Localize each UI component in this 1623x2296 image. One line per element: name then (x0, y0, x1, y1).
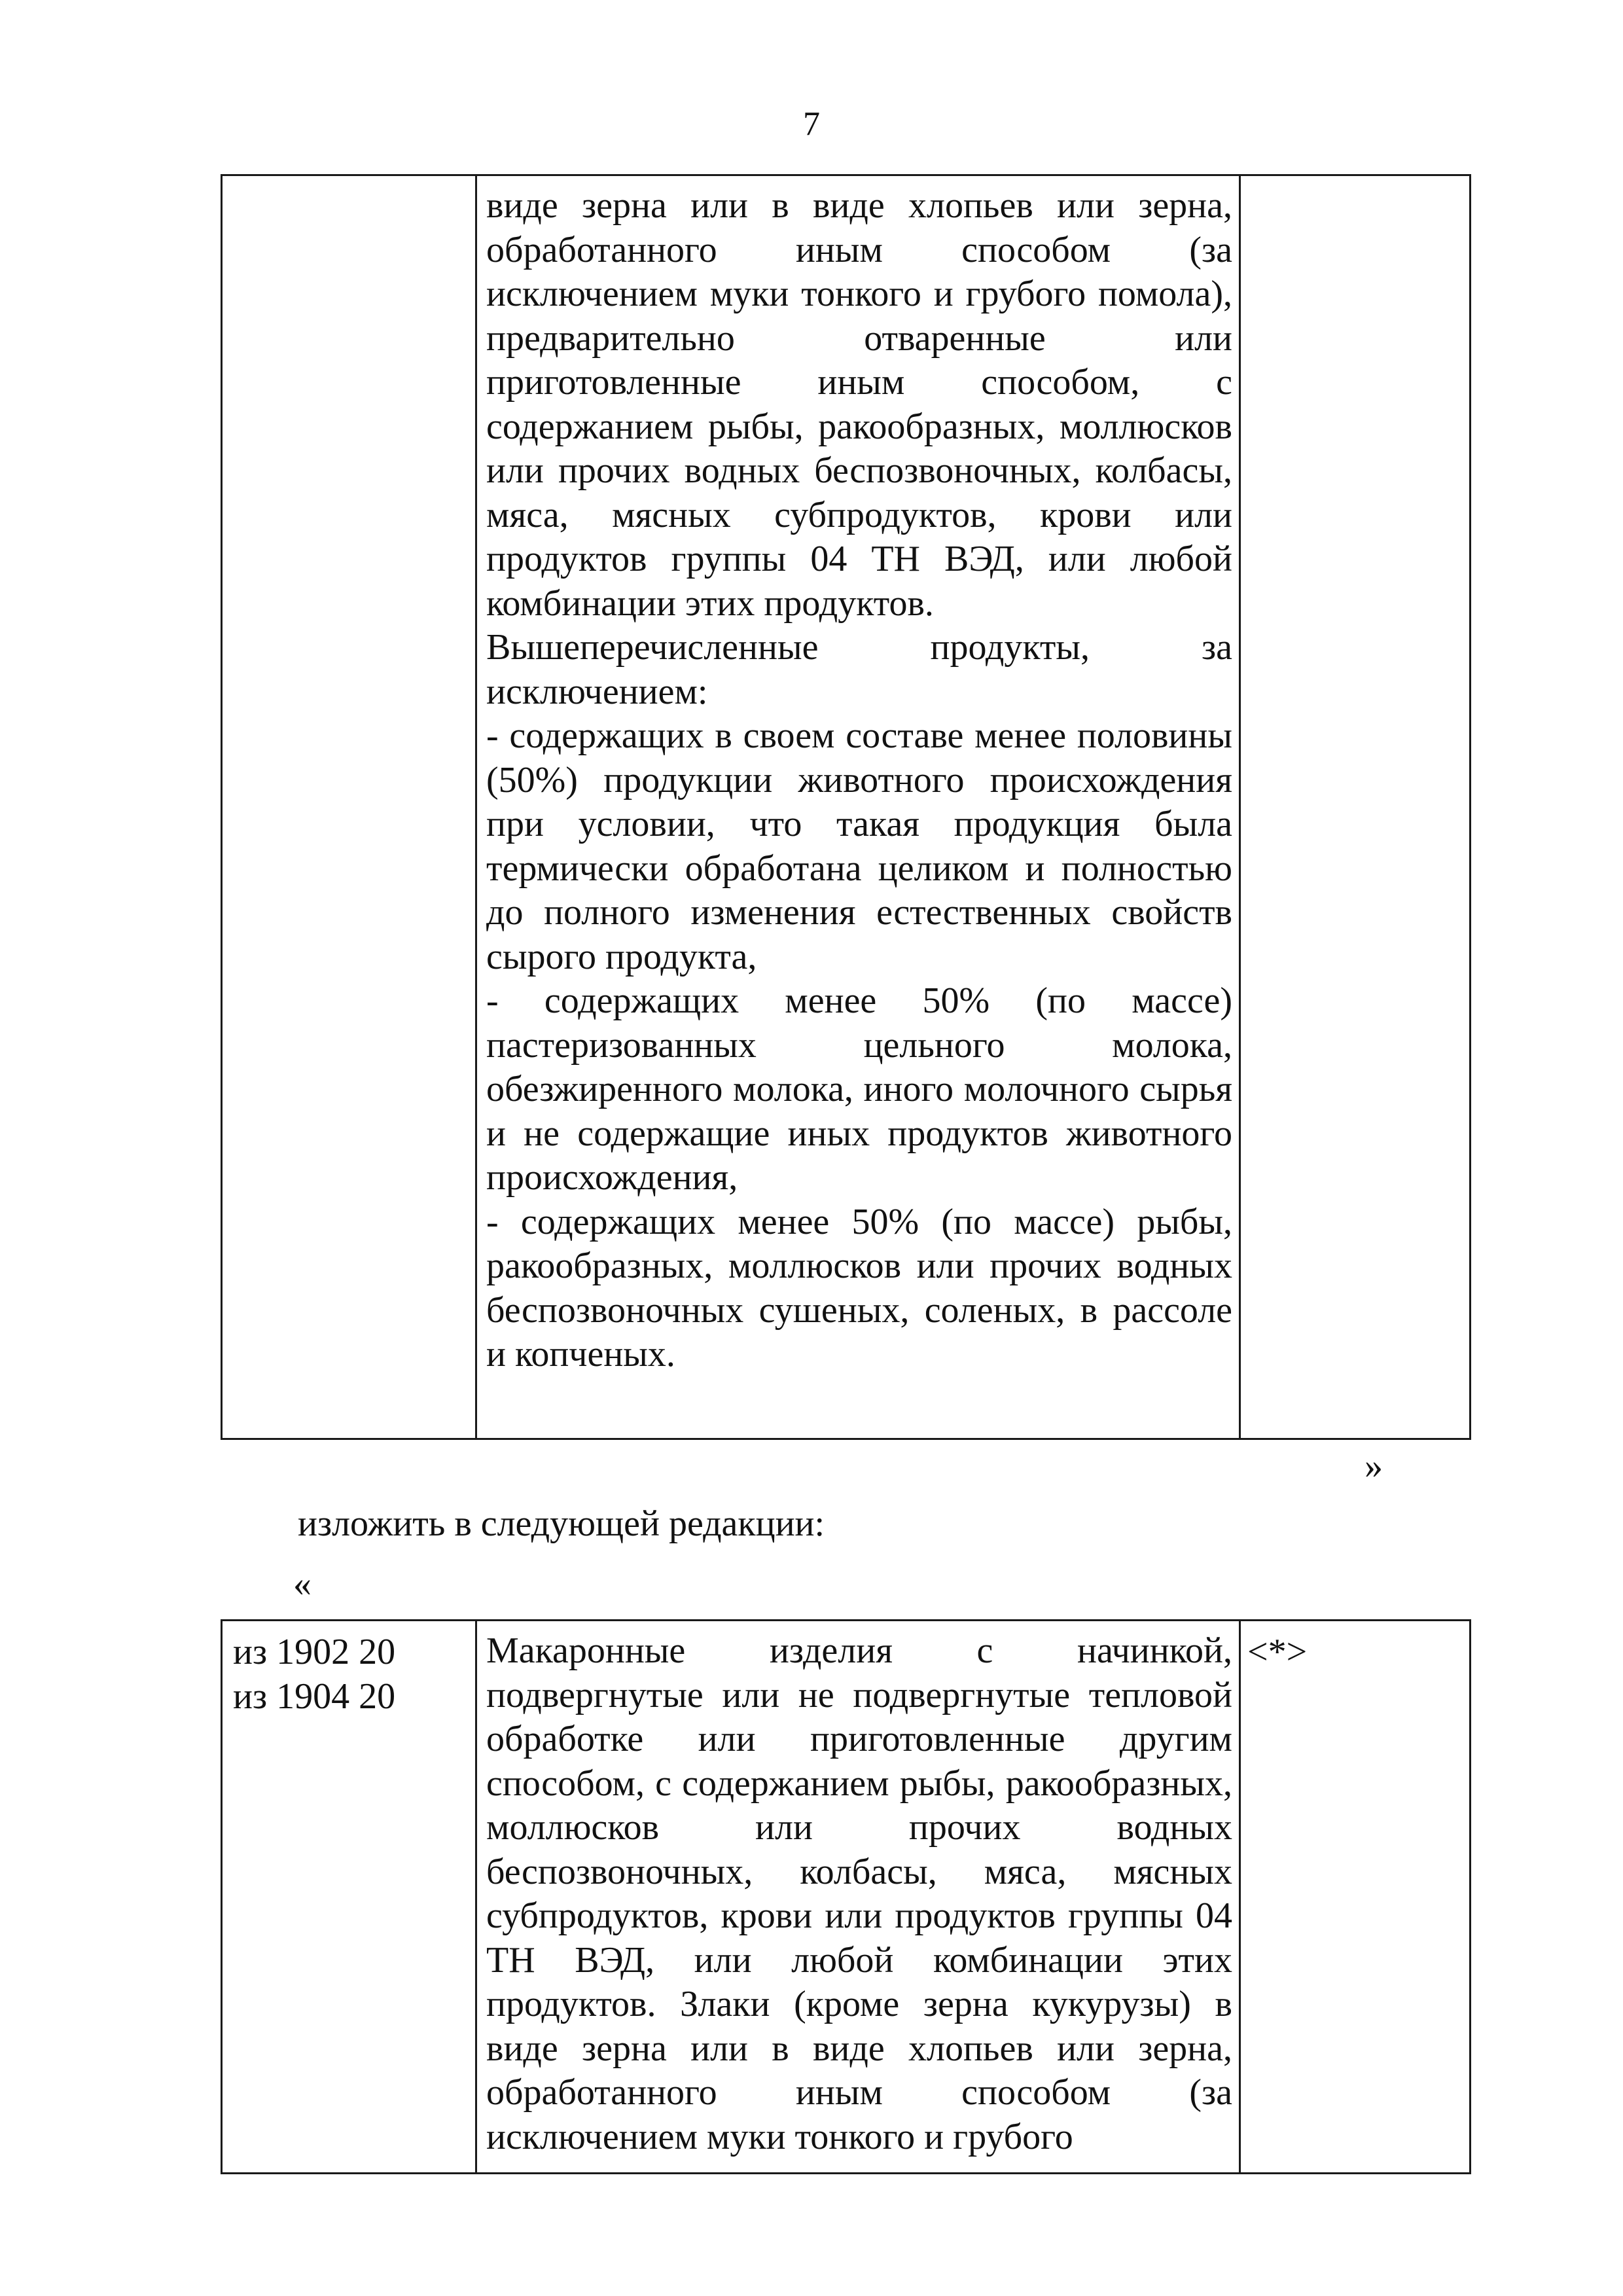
table-row (222, 175, 1471, 1439)
closing-quote: » (1364, 1446, 1383, 1486)
page-number: 7 (803, 105, 820, 143)
old-codes-cell (222, 175, 476, 1439)
old-description-paragraph: - содержащих менее 50% (по массе) пастеризованных цельного молока, обезжиренного молока, иного молочного сырья и не содержащие иных продуктов животного происхождения, (486, 980, 1232, 1198)
old-description-paragraph: виде зерна или в виде хлопьев или зерна, обработанного иным способом (за исключением муки тонкого и грубого помола), предварительно отваренные или приготовленные иным способом, с содержанием рыбы, ракообразных, моллюсков или прочих водных беспозвоночных, колбасы, мяса, мясных субпродуктов, крови или продуктов группы 04 ТН ВЭД, или любой комбинации этих продуктов. (486, 185, 1232, 624)
instruction-text: изложить в следующей редакции: (298, 1503, 825, 1544)
old-description-paragraph: - содержащих в своем составе менее половины (50%) продукции животного происхождения при условии, что такая продукция была термически обработана целиком и полностью до полного изменения естественных свойств сырого продукта, (486, 715, 1232, 977)
new-description-cell (476, 1621, 1240, 2174)
old-description-paragraph: - содержащих менее 50% (по массе) рыбы, ракообразных, моллюсков или прочих водных беспозвоночных сушеных, соленых, в рассоле и копченых. (486, 1201, 1232, 1374)
old-note-cell (1240, 175, 1471, 1439)
opening-quote: « (293, 1564, 312, 1604)
new-text-table (221, 1619, 1471, 2174)
new-note-cell: <*> (1240, 1621, 1471, 2174)
new-codes-cell: из 1902 20 из 1904 20 (222, 1621, 476, 2174)
old-text-table (221, 174, 1471, 1440)
old-description-paragraph: Вышеперечисленные продукты, за исключением: (486, 627, 1232, 712)
old-description-cell (476, 175, 1240, 1439)
new-description-paragraph: Макаронные изделия с начинкой, подвергнутые или не подвергнутые тепловой обработке или приготовленные другим способом, с содержанием рыбы, ракообразных, моллюсков или прочих водных беспозвоночных, колбасы, мяса, мясных субпродуктов, крови или продуктов группы 04 ТН ВЭД, или любой комбинации этих продуктов. Злаки (кроме зерна кукурузы) в виде зерна или в виде хлопьев или зерна, обработанного иным способом (за исключением муки тонкого и грубого (486, 1630, 1232, 2157)
table-row (222, 1621, 1471, 2174)
